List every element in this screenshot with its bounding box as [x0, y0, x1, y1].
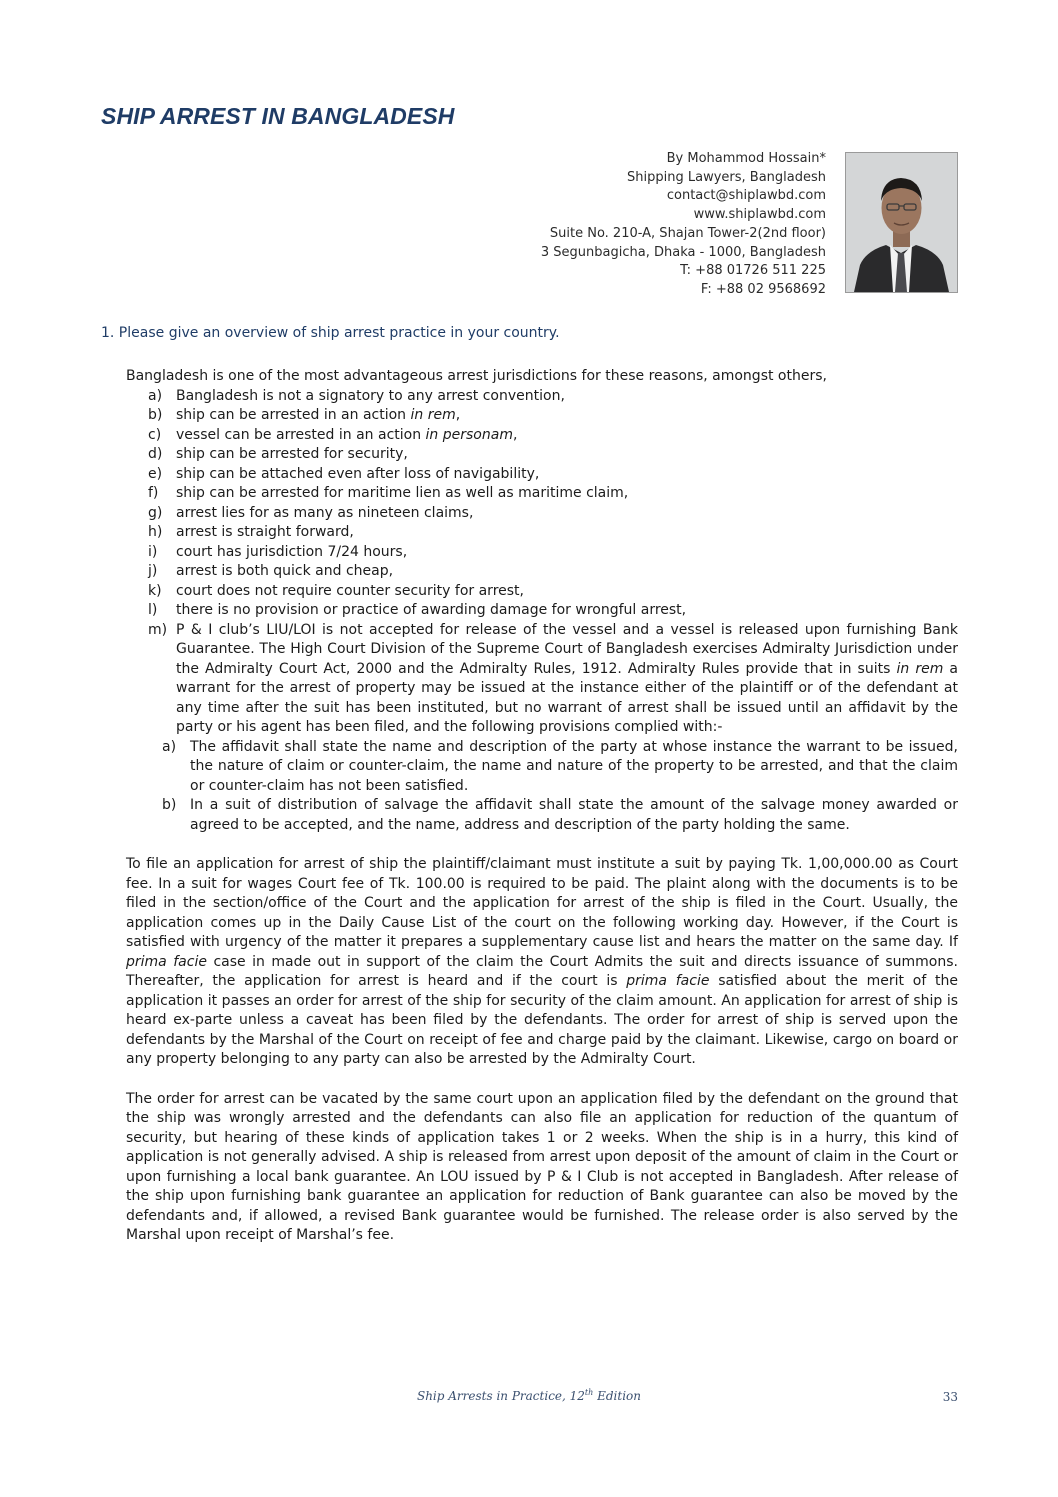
document-title: SHIP ARREST IN BANGLADESH [101, 103, 455, 129]
author-website[interactable]: www.shiplawbd.com [693, 207, 826, 223]
list-item: h) arrest is straight forward, [148, 524, 354, 540]
author-photo [845, 152, 958, 293]
list-item: m) P & I club’s LIU/LOI is not accepted for release of the vessel and a vessel is released upon furnishing Bank Guarantee. The High Court Division of the Supreme Court of Bangladesh exercises Admiralty Jurisdiction under the Admiralty Court Act, 2000 and the Admiralty Rules, 1912. Admiralty Rules provide that in suits in rem a warrant for the arrest of property may be issued at the instance either of the plaintiff or of the defendant at any time after the suit has been instituted, but no warrant of arrest shall be issued until an affidavit by the party or his agent has been filed, and the following provisions complied with:- [148, 621, 958, 735]
list-item: c) vessel can be arrested in an action in personam, [148, 426, 518, 443]
list-item: b) In a suit of distribution of salvage the affidavit shall state the amount of the salvage money awarded or agreed to be accepted, and the name, address and description of the party holding the same. [162, 797, 958, 833]
portrait-image [846, 153, 957, 292]
list-item: j) arrest is both quick and cheap, [148, 563, 394, 579]
release-paragraph: The order for arrest can be vacated by the same court upon an application filed by the defendant on the ground that the ship was wrongly arrested and the defendants can also file an application for reduction of the quantum of security, but hearing of these kinds of application takes 1 or 2 weeks. When the ship is in a hurry, this kind of application is not generally advised. A ship is released from arrest upon deposit of the amount of claim in the Court or upon furnishing a local bank guarantee. An LOU issued by P & I Club is not accepted in Bangladesh. After release of the ship upon furnishing bank guarantee an application for reduction of Bank guarantee can also be moved by the defendants and, if allowed, a revised Bank guarantee would be furnished. The release order is also served by the Marshal upon receipt of Marshal’s fee. [126, 1090, 958, 1243]
list-item: k) court does not require counter security for arrest, [148, 582, 524, 599]
list-item: e) ship can be attached even after loss of navigability, [148, 465, 540, 482]
author-email[interactable]: contact@shiplawbd.com [666, 188, 826, 204]
list-item: a) Bangladesh is not a signatory to any arrest convention, [148, 387, 565, 404]
list-item: d) ship can be arrested for security, [148, 446, 408, 462]
answer-body [126, 367, 958, 1246]
reasons-list [126, 387, 958, 738]
question-heading: 1. Please give an overview of ship arrest practice in your country. [101, 325, 560, 341]
list-item: i) court has jurisdiction 7/24 hours, [148, 543, 408, 560]
author-firm: Shipping Lawyers, Bangladesh [627, 169, 826, 185]
author-address-1: Suite No. 210-A, Shajan Tower-2(2nd floor) [549, 225, 826, 241]
author-info [541, 150, 826, 300]
intro-paragraph: Bangladesh is one of the most advantageous arrest jurisdictions for these reasons, amongst others, [126, 368, 827, 384]
author-address-2: 3 Segunbagicha, Dhaka - 1000, Bangladesh [540, 244, 826, 260]
footer-publication: Ship Arrests in Practice, 12th Edition [416, 1388, 642, 1403]
author-phone: T: +88 01726 511 225 [680, 263, 826, 279]
list-item: g) arrest lies for as many as nineteen claims, [148, 504, 474, 521]
author-fax: F: +88 02 9568692 [700, 281, 826, 297]
list-item: f) ship can be arrested for maritime lien as well as maritime claim, [148, 485, 629, 501]
page-number: 33 [942, 1390, 958, 1404]
filing-paragraph: To file an application for arrest of ship the plaintiff/claimant must institute a suit by paying Tk. 1,00,000.00 as Court fee. In a suit for wages Court fee of Tk. 100.00 is required to be paid. The plaint along with the documents is to be filed in the section/office of the Court and the application for arrest of the ship is filed in the Court. Usually, the application comes up in the Daily Cause List of the court on the following working day. However, if the Court is satisfied with urgency of the matter it prepares a supplementary cause list and hears the matter on the same day. If prima facie case in made out in support of the claim the Court Admits the suit and directs issuance of summons. Thereafter, the application for arrest is heard and if the court is prima facie satisfied about the merit of the application it passes an order for arrest of the ship for security of the claim amount. An application for arrest of ship is heard ex-parte unless a caveat has been filed by the defendants. The order for arrest of ship is served upon the defendants by the Marshal of the Court on receipt of fee and charge paid by the claimant. Likewise, cargo on board or any property belonging to any party can also be arrested by the Admiralty Court. [126, 856, 958, 1067]
list-item: a) The affidavit shall state the name and description of the party at whose instance the warrant to be issued, the nature of claim or counter-claim, the name and nature of the property to be arrested, and that the claim or counter-claim has not been satisfied. [162, 738, 958, 794]
list-item: b) ship can be arrested in an action in rem, [148, 407, 461, 423]
provisions-list [126, 738, 958, 836]
list-item: l) there is no provision or practice of awarding damage for wrongful arrest, [148, 602, 687, 618]
author-byline: By Mohammod Hossain* [666, 151, 826, 166]
